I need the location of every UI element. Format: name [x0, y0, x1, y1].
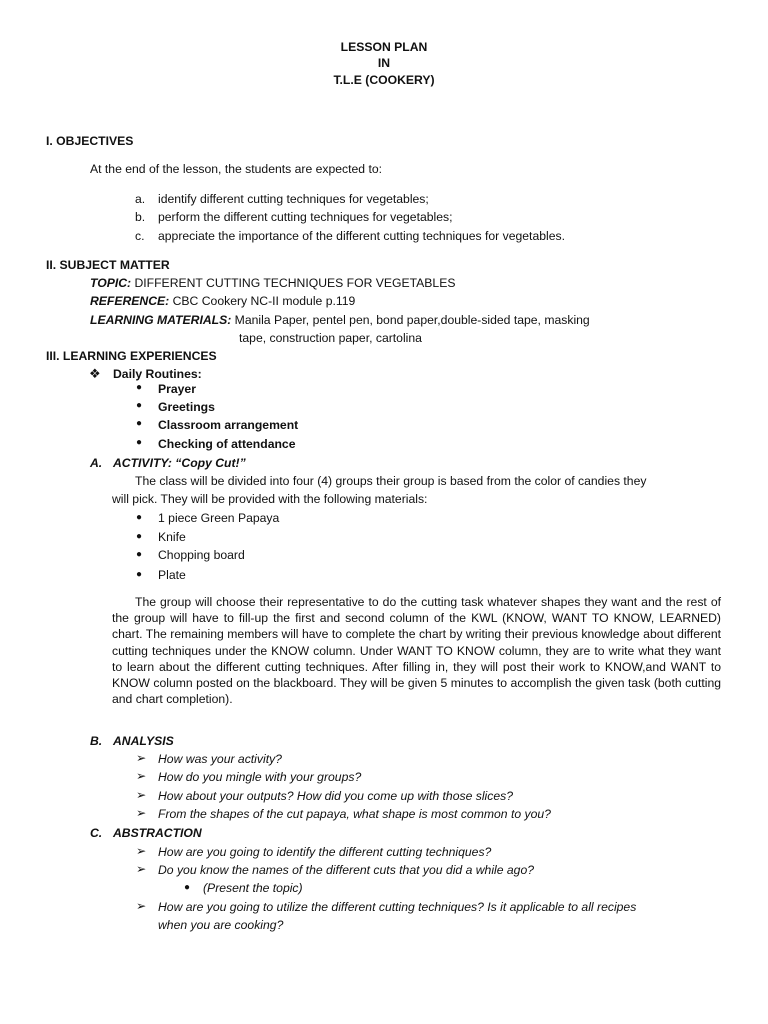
abstraction-sub-item: (Present the topic) [203, 881, 303, 895]
materials-label: LEARNING MATERIALS: [90, 313, 232, 327]
arrow-bullet-icon: ➢ [136, 788, 147, 802]
bullet-icon: ● [136, 400, 143, 411]
materials-value-2: tape, construction paper, cartolina [239, 331, 422, 345]
routine-item: Checking of attendance [158, 437, 296, 451]
material-item: Chopping board [158, 548, 245, 562]
topic-line [90, 276, 455, 291]
abstraction-marker: C. [90, 826, 103, 840]
arrow-bullet-icon: ➢ [136, 751, 147, 765]
diamond-bullet-icon: ❖ [89, 366, 101, 381]
objective-marker-b: b. [135, 210, 146, 224]
topic-label: TOPIC: [90, 276, 132, 290]
objective-item-b: perform the different cutting techniques for vegetables; [158, 210, 453, 224]
analysis-item: From the shapes of the cut papaya, what shape is most common to you? [158, 807, 551, 821]
abstraction-item: How are you going to identify the different cutting techniques? [158, 845, 492, 859]
material-item: Knife [158, 530, 186, 544]
reference-label: REFERENCE: [90, 294, 170, 308]
reference-value: CBC Cookery NC-II module p.119 [172, 294, 356, 308]
material-item: 1 piece Green Papaya [158, 511, 280, 525]
routine-item: Greetings [158, 400, 215, 414]
materials-value-1: Manila Paper, pentel pen, bond paper,double-sided tape, masking [234, 313, 590, 327]
reference-line [90, 294, 355, 309]
subject-heading: II. SUBJECT MATTER [46, 258, 170, 272]
activity-label: ACTIVITY: “Copy Cut!” [113, 456, 246, 470]
material-item: Plate [158, 568, 186, 582]
arrow-bullet-icon: ➢ [136, 899, 147, 913]
objective-item-c: appreciate the importance of the different cutting techniques for vegetables. [158, 229, 565, 243]
bullet-icon: ● [136, 531, 143, 542]
routine-item: Prayer [158, 382, 196, 396]
bullet-icon: ● [136, 512, 143, 523]
activity-intro-line-2: will pick. They will be provided with the following materials: [112, 492, 428, 506]
analysis-item: How about your outputs? How did you come up with those slices? [158, 789, 513, 803]
objective-item-a: identify different cutting techniques for vegetables; [158, 192, 429, 206]
materials-line [90, 313, 590, 328]
topic-value: DIFFERENT CUTTING TECHNIQUES FOR VEGETABLES [134, 276, 456, 290]
arrow-bullet-icon: ➢ [136, 862, 147, 876]
title-line-3: T.L.E (COOKERY) [333, 73, 435, 87]
bullet-icon: ● [184, 882, 191, 893]
activity-marker: A. [90, 456, 103, 470]
bullet-icon: ● [136, 382, 143, 393]
objectives-heading: I. OBJECTIVES [46, 134, 134, 148]
arrow-bullet-icon: ➢ [136, 844, 147, 858]
bullet-icon: ● [136, 437, 143, 448]
routines-label: Daily Routines: [113, 367, 202, 381]
arrow-bullet-icon: ➢ [136, 769, 147, 783]
bullet-icon: ● [136, 569, 143, 580]
title-line-2: IN [377, 56, 391, 70]
abstraction-item-last-line-1: How are you going to utilize the different cutting techniques? Is it applicable to all recipes [158, 900, 637, 914]
abstraction-label: ABSTRACTION [113, 826, 202, 840]
objective-marker-a: a. [135, 192, 146, 206]
analysis-item: How was your activity? [158, 752, 282, 766]
activity-intro-line-1: The class will be divided into four (4) groups their group is based from the color of candies they [135, 474, 647, 488]
bullet-icon: ● [136, 418, 143, 429]
objectives-intro: At the end of the lesson, the students are expected to: [90, 162, 383, 176]
routine-item: Classroom arrangement [158, 418, 299, 432]
title-line-1: LESSON PLAN [340, 40, 428, 54]
analysis-marker: B. [90, 734, 103, 748]
analysis-label: ANALYSIS [113, 734, 174, 748]
experiences-heading: III. LEARNING EXPERIENCES [46, 349, 217, 363]
analysis-item: How do you mingle with your groups? [158, 770, 362, 784]
arrow-bullet-icon: ➢ [136, 806, 147, 820]
bullet-icon: ● [136, 549, 143, 560]
abstraction-item-last-line-2: when you are cooking? [158, 918, 284, 932]
objective-marker-c: c. [135, 229, 145, 243]
activity-paragraph: The group will choose their representative to do the cutting task whatever shapes they want and the rest of the group will have to fill-up the first and second column of the KWL (KNOW, WANT TO KNOW, LEARNED) chart. The remaining members will have to complete the chart by writing their previous knowledge about different cutting techniques under the KNOW column. Under WANT TO KNOW column, they are to write what they want to learn about the different cutting techniques. After filling in, they will post their work to KNOW,and WANT to KNOW column posted on the blackboard. They will be given 5 minutes to accomplish the given task (both cutting and chart completion). [112, 595, 721, 707]
abstraction-item: Do you know the names of the different cuts that you did a while ago? [158, 863, 535, 877]
